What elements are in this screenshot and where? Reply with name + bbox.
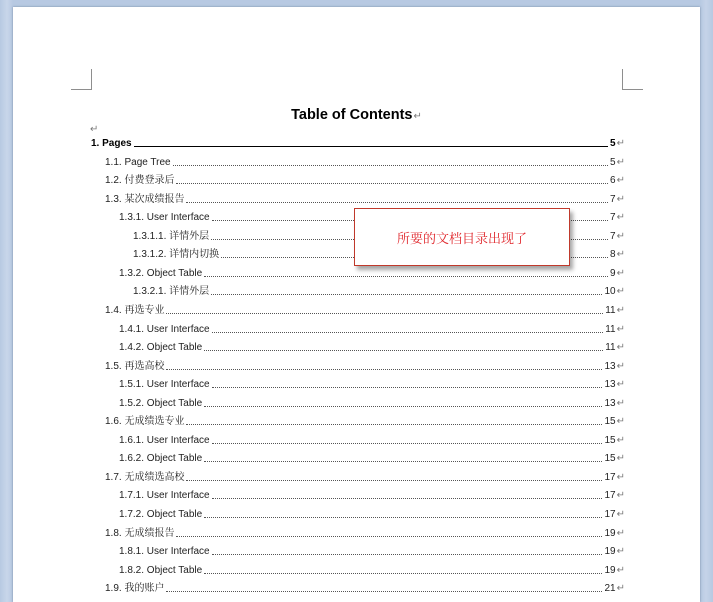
toc-entry-page-number: 5 [610, 138, 616, 149]
paragraph-mark: ↵ [616, 416, 625, 428]
toc-entry-label: 1.5.2. Object Table [119, 397, 203, 409]
toc-dot-leader [204, 406, 602, 407]
toc-entry[interactable] [105, 189, 625, 206]
toc-dot-leader [186, 424, 602, 425]
toc-dot-leader [176, 183, 608, 184]
paragraph-mark: ↵ [616, 138, 625, 149]
toc-dot-leader [166, 313, 603, 314]
toc-entry[interactable] [119, 374, 625, 391]
toc-dot-leader [212, 554, 603, 555]
toc-entry-label: 1.3. 某次成绩报告 [105, 193, 185, 205]
toc-entry[interactable] [105, 578, 625, 595]
paragraph-mark: ↵ [616, 546, 625, 558]
paragraph-mark: ↵ [616, 564, 625, 576]
annotation-callout [354, 208, 570, 266]
toc-entry-page-number: 13 [604, 360, 616, 372]
toc-entry-label: 1. Pages [91, 138, 132, 149]
toc-entry-page-number: 19 [604, 564, 616, 576]
paragraph-mark: ↵ [616, 249, 625, 261]
toc-entry-page-number: 7 [610, 212, 616, 224]
toc-entry-page-number: 6 [610, 175, 616, 187]
paragraph-mark: ↵ [413, 111, 422, 122]
paragraph-mark: ↵ [616, 379, 625, 391]
paragraph-mark: ↵ [616, 453, 625, 465]
paragraph-mark: ↵ [616, 397, 625, 409]
toc-entry[interactable] [105, 356, 625, 373]
toc-entry-label: 1.2. 付费登录后 [105, 175, 175, 187]
toc-entry[interactable] [119, 448, 625, 465]
paragraph-mark: ↵ [616, 267, 625, 279]
toc-entry-page-number: 7 [610, 193, 616, 205]
toc-dot-leader [212, 443, 603, 444]
top-left-margin-mark [71, 69, 92, 90]
toc-dot-leader [212, 332, 604, 333]
toc-dot-leader [204, 350, 603, 351]
toc-entry[interactable] [119, 337, 625, 354]
toc-entry[interactable] [133, 281, 625, 298]
empty-paragraph-mark: ↵ [90, 124, 99, 135]
toc-entry-page-number: 17 [604, 471, 616, 483]
toc-dot-leader [173, 165, 608, 166]
toc-entry-label: 1.3.2.1. 详情外层 [133, 286, 210, 298]
paragraph-mark: ↵ [616, 212, 625, 224]
toc-entry-label: 1.3.1.2. 详情内切换 [133, 249, 220, 261]
toc-entry-page-number: 19 [604, 527, 616, 539]
paragraph-mark: ↵ [616, 304, 625, 316]
toc-entry-page-number: 11 [605, 323, 616, 335]
toc-entry-label: 1.6. 无成绩选专业 [105, 416, 185, 428]
toc-entry[interactable] [119, 504, 625, 521]
toc-entry-label: 1.3.2. Object Table [119, 267, 203, 279]
toc-entry-page-number: 11 [605, 342, 616, 354]
toc-entry-label: 1.9. 我的账户 [105, 583, 165, 595]
toc-entry-label: 1.7.1. User Interface [119, 490, 210, 502]
toc-entry[interactable] [119, 541, 625, 558]
toc-dot-leader [211, 294, 602, 295]
toc-entry-page-number: 10 [604, 286, 616, 298]
toc-entry-page-number: 8 [610, 249, 616, 261]
toc-entry-label: 1.5.1. User Interface [119, 379, 210, 391]
toc-entry-page-number: 19 [604, 546, 616, 558]
paragraph-mark: ↵ [616, 583, 625, 595]
toc-entry-label: 1.8.1. User Interface [119, 546, 210, 558]
toc-entry[interactable] [119, 485, 625, 502]
toc-dot-leader [176, 536, 602, 537]
document-page[interactable] [13, 7, 700, 602]
toc-dot-leader [204, 276, 608, 277]
toc-entry-label: 1.8.2. Object Table [119, 564, 203, 576]
toc-entry[interactable] [105, 467, 625, 484]
toc-entry-label: 1.4.1. User Interface [119, 323, 210, 335]
toc-entry-page-number: 17 [604, 509, 616, 520]
toc-entry[interactable] [105, 152, 625, 169]
toc-entry-label: 1.6.2. Object Table [119, 453, 203, 465]
toc-dot-leader [134, 146, 608, 147]
toc-dot-leader [186, 480, 602, 481]
toc-entry[interactable] [91, 133, 625, 150]
toc-dot-leader [212, 387, 603, 388]
paragraph-mark: ↵ [616, 509, 625, 520]
paragraph-mark: ↵ [616, 434, 625, 446]
toc-entry-page-number: 15 [604, 453, 616, 465]
toc-title [13, 105, 700, 127]
paragraph-mark: ↵ [616, 156, 625, 168]
paragraph-mark: ↵ [616, 193, 625, 205]
toc-entry-page-number: 5 [610, 156, 616, 168]
paragraph-mark: ↵ [616, 527, 625, 539]
toc-title-text: Table of Contents [291, 107, 413, 123]
toc-entry-label: 1.3.1. User Interface [119, 212, 210, 224]
toc-entry[interactable] [119, 393, 625, 410]
top-right-margin-mark [622, 69, 643, 90]
toc-entry-page-number: 21 [604, 583, 616, 595]
toc-entry-label: 1.5. 再选高校 [105, 360, 165, 372]
paragraph-mark: ↵ [616, 175, 625, 187]
toc-entry-label: 1.4.2. Object Table [119, 342, 203, 354]
toc-entry[interactable] [119, 319, 625, 336]
toc-entry-page-number: 9 [610, 267, 616, 279]
toc-entry[interactable] [105, 170, 625, 187]
toc-dot-leader [186, 202, 608, 203]
toc-dot-leader [166, 369, 602, 370]
paragraph-mark: ↵ [616, 323, 625, 335]
paragraph-mark: ↵ [616, 490, 625, 502]
toc-entry-page-number: 15 [604, 434, 616, 446]
paragraph-mark: ↵ [616, 286, 625, 298]
toc-entry-page-number: 15 [604, 416, 616, 428]
toc-entry-page-number: 11 [605, 304, 616, 316]
toc-entry-label: 1.6.1. User Interface [119, 434, 210, 446]
toc-entry-label: 1.1. Page Tree [105, 156, 171, 168]
toc-entry-label: 1.3.1.1. 详情外层 [133, 230, 210, 242]
toc-entry[interactable] [105, 523, 625, 540]
toc-entry-page-number: 17 [604, 490, 616, 502]
toc-dot-leader [204, 573, 602, 574]
paragraph-mark: ↵ [616, 471, 625, 483]
toc-dot-leader [166, 591, 602, 592]
toc-entry-label: 1.7. 无成绩选高校 [105, 471, 185, 483]
toc-entry[interactable] [105, 300, 625, 317]
toc-dot-leader [204, 517, 602, 518]
toc-entry[interactable] [105, 411, 625, 428]
toc-entry-page-number: 13 [604, 397, 616, 409]
toc-entry[interactable] [119, 430, 625, 447]
toc-entry-label: 1.8. 无成绩报告 [105, 527, 175, 539]
toc-dot-leader [212, 498, 603, 499]
toc-entry-label: 1.7.2. Object Table [119, 509, 203, 520]
callout-text: 所要的文档目录出现了 [396, 231, 527, 247]
toc-entry-label: 1.4. 再选专业 [105, 304, 165, 316]
paragraph-mark: ↵ [616, 342, 625, 354]
toc-entry-page-number: 13 [604, 379, 616, 391]
toc-dot-leader [204, 461, 602, 462]
toc-entry[interactable] [119, 560, 625, 577]
paragraph-mark: ↵ [616, 360, 625, 372]
toc-entry-page-number: 7 [610, 230, 616, 242]
paragraph-mark: ↵ [616, 230, 625, 242]
